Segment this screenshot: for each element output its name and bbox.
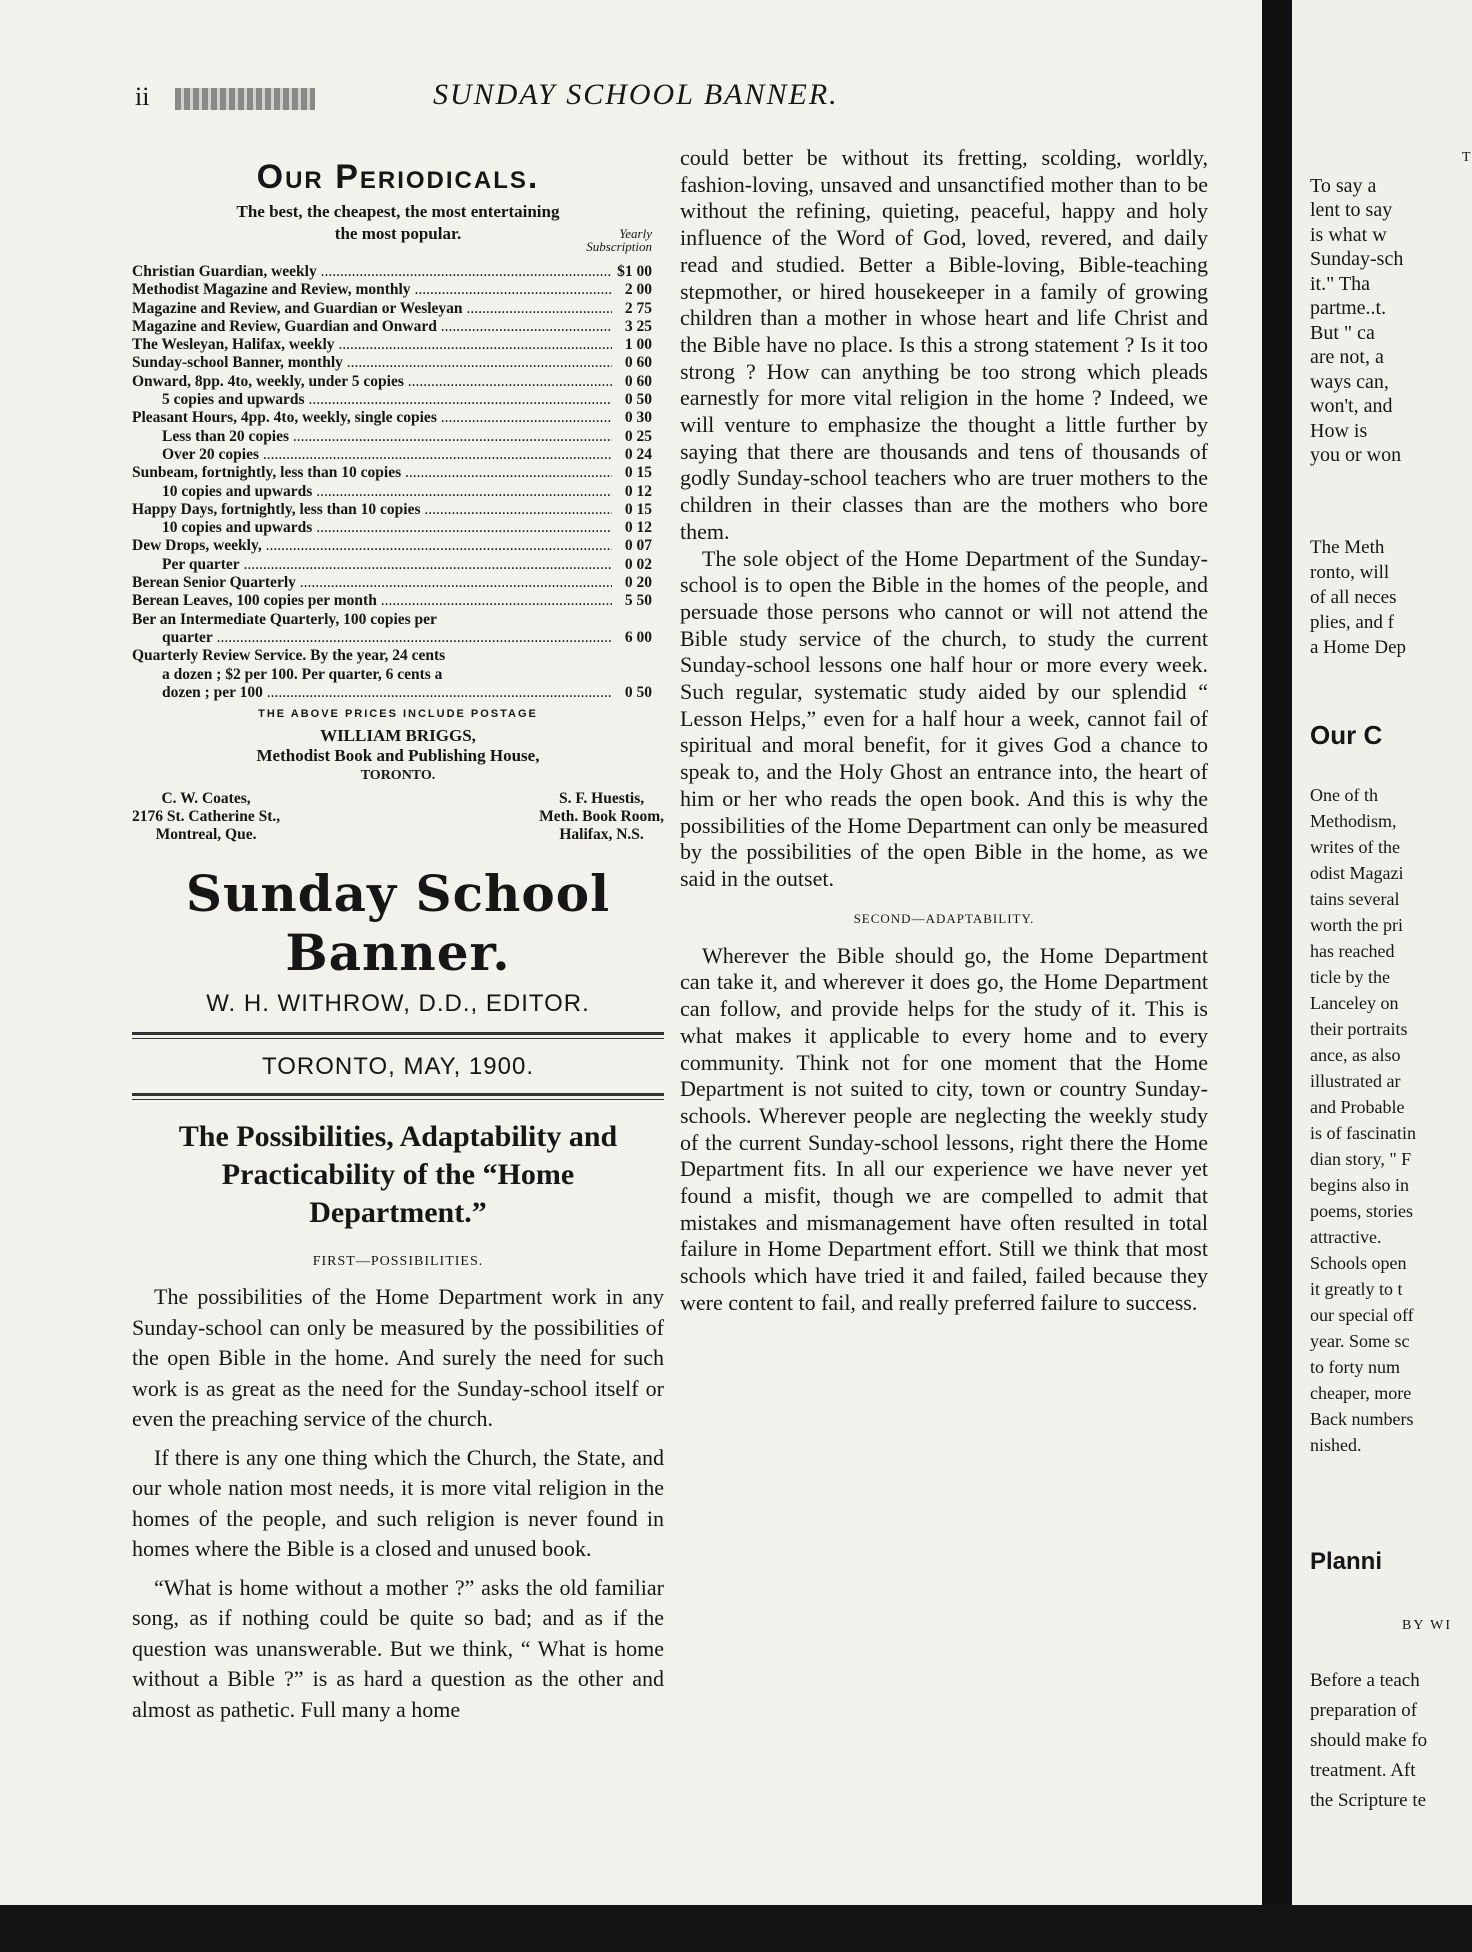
paragraph: The possibilities of the Home Department work in any Sunday-school can only be measured by the possibilities of the open Bible in the home. And surely the need for such work is as great as the need for the Sunday-school itself or even the preaching service of the church. (132, 1284, 664, 1432)
periodical-name: Sunbeam, fortnightly, less than 10 copies ..... (132, 464, 612, 482)
right-page-line: and Probable (1310, 1097, 1405, 1117)
periodical-name: Ber an Intermediate Quarterly, 100 copies per (132, 610, 437, 628)
agent-left-name: C. W. Coates, (161, 790, 251, 808)
publisher-house: Methodist Book and Publishing House, (256, 746, 540, 766)
right-page-line: our special off (1310, 1305, 1414, 1325)
periodical-price: 0 15 (624, 464, 652, 482)
right-page-line: of all neces (1310, 587, 1397, 608)
paragraph: could better be without its fretting, scolding, worldly, fashion-loving, unsaved and unsanctified mother than to be without the refining, quieting, peaceful, happy and holy influence of the Word of God, loved, revered, and daily read and studied. Better a Bible-loving, Bible-teaching stepmother, or hired housekeeper in a family of growing children than a mother in whose heart and life Christ and the Bible have no place. Is this a strong statement ? Is it too strong ? How can anything be too strong which pleads earnestly for more vital religion in the home ? Indeed, we will venture to emphasize the thought a little further by saying that there are thousands and tens of thousands of godly Sunday-school teachers who are truer mothers to the children in their classes than are the mothers who bore them. (680, 145, 1208, 544)
periodical-price: 3 25 (624, 317, 652, 335)
price-row (132, 464, 664, 482)
price-row (132, 556, 664, 574)
right-page-line: it greatly to t (1310, 1279, 1403, 1299)
right-page-line: To say a (1310, 174, 1377, 197)
periodical-name: The Wesleyan, Halifax, weekly ..... (132, 336, 612, 354)
agent-left-city: Montreal, Que. (155, 826, 257, 844)
right-page-line: tains several (1310, 889, 1400, 909)
periodical-price: 0 12 (624, 519, 652, 537)
periodical-name: Christian Guardian, weekly ..... (132, 263, 612, 281)
agent-halifax (539, 790, 664, 844)
periodical-price: 0 24 (624, 445, 652, 463)
right-page-line: nished. (1310, 1435, 1362, 1455)
price-row (132, 318, 664, 336)
periodical-price: 2 75 (624, 299, 652, 317)
article-title-line-1: The Possibilities, Adaptability and (178, 1120, 618, 1154)
periodical-name: Onward, 8pp. 4to, weekly, under 5 copies ..... (132, 373, 612, 391)
blurred-mark (175, 88, 315, 110)
periodicals-tagline-2: the most popular. (334, 224, 462, 243)
periodical-price: 1 00 (624, 336, 652, 354)
right-page-line: won't, and (1310, 395, 1393, 417)
dateline: TORONTO, MAY, 1900. (262, 1053, 534, 1081)
periodical-price: 0 07 (624, 537, 652, 555)
right-page-line: treatment. Aft (1310, 1760, 1416, 1781)
right-page-line: partme..t. (1310, 297, 1387, 319)
book-gutter (1262, 0, 1292, 1952)
periodical-price: 0 60 (624, 354, 652, 372)
postage-note: THE ABOVE PRICES INCLUDE POSTAGE (258, 708, 538, 721)
periodical-price: 0 25 (624, 427, 652, 445)
right-page-line: But " ca (1310, 321, 1375, 344)
right-page-line: it." Tha (1310, 272, 1371, 295)
right-heading-1: Our C (1310, 720, 1383, 750)
right-page-line: poems, stories (1310, 1201, 1413, 1221)
right-page-line: has reached (1310, 941, 1395, 961)
periodical-price: 0 30 (624, 409, 652, 427)
periodical-name: Quarterly Review Service. By the year, 24 cents (132, 647, 446, 665)
scan-bottom-edge (0, 1905, 1472, 1952)
periodical-price: 0 12 (624, 482, 652, 500)
price-row (132, 574, 664, 592)
periodical-price (612, 647, 664, 665)
price-row (132, 611, 664, 629)
agent-right-city: Halifax, N.S. (559, 826, 644, 844)
periodical-price: 0 15 (624, 500, 652, 518)
price-row (132, 446, 664, 464)
price-list (132, 263, 664, 702)
price-row (132, 409, 664, 427)
right-page-line: worth the pri (1310, 915, 1403, 935)
agents-block (132, 790, 664, 844)
periodical-name: Per quarter ..... (132, 556, 612, 574)
periodical-name: Happy Days, fortnightly, less than 10 copies ..... (132, 501, 612, 519)
right-page-line: T (1462, 150, 1471, 165)
paragraph: “What is home without a mother ?” asks the old familiar song, as if nothing could be quite so bad; and as if the question was unanswerable. But we think, “ What is home without a Bible ?” is as hard a question as the other and almost as pathetic. Full many a home (132, 1574, 664, 1722)
periodical-name: Sunday-school Banner, monthly ..... (132, 354, 612, 372)
middle-column (680, 145, 1208, 1317)
price-row (132, 519, 664, 537)
paragraph: The sole object of the Home Department of the Sunday-school is to open the Bible in the homes of the people, and persuade those persons who cannot or will not attend the Bible study service of the church, to study the current Sunday-school lessons one half hour or more every week. Such regular, systematic study aided by our splendid “ Lesson Helps,” even for a half hour a week, cannot fail of spiritual and moral benefit, for it gives God a chance to speak to, and the Holy Ghost an entrance into, the heart of him or her who reads the open book. And this is why the possibilities of the Home Department can only be measured by the possibilities of the open Bible in the home, as we said in the outset. (680, 545, 1208, 891)
periodical-name: 10 copies and upwards ..... (132, 483, 612, 501)
agent-montreal (132, 790, 280, 844)
editor-line: W. H. WITHROW, D.D., EDITOR. (206, 990, 590, 1018)
periodical-price: 0 50 (624, 391, 652, 409)
periodical-price: 6 00 (624, 628, 652, 646)
right-page-line: is what w (1310, 223, 1387, 246)
right-page-line: plies, and f (1310, 612, 1394, 633)
price-row (132, 483, 664, 501)
price-row (132, 592, 664, 610)
periodical-name: Dew Drops, weekly, ..... (132, 537, 612, 555)
periodical-price: 0 50 (624, 683, 652, 701)
page-number: ii (135, 82, 150, 111)
masthead-rule-top (132, 1032, 664, 1039)
right-page-line: you or won (1310, 444, 1402, 466)
right-page-line: odist Magazi (1310, 863, 1404, 883)
right-page-line: Sunday-sch (1310, 248, 1404, 270)
right-page-line: preparation of (1310, 1700, 1418, 1721)
subhead-adaptability: SECOND—ADAPTABILITY. (853, 910, 1035, 926)
periodical-name: Magazine and Review, Guardian and Onward ..... (132, 318, 612, 336)
right-page-line: cheaper, more (1310, 1383, 1412, 1403)
price-row (132, 391, 664, 409)
price-row (132, 281, 664, 299)
subhead-possibilities: FIRST—POSSIBILITIES. (312, 1254, 484, 1270)
price-row (132, 647, 664, 665)
periodical-price: $1 00 (617, 263, 652, 280)
agent-left-address: 2176 St. Catherine St., (132, 808, 281, 826)
price-row (132, 666, 664, 684)
right-page-line: Before a teach (1310, 1670, 1420, 1691)
masthead-title: Sunday School Banner. (185, 864, 611, 983)
right-page-line: Back numbers (1310, 1409, 1414, 1429)
periodical-name: Berean Leaves, 100 copies per month ..... (132, 592, 612, 610)
periodical-name: Pleasant Hours, 4pp. 4to, weekly, single copies ..... (132, 409, 612, 427)
right-byline: BY WI (1402, 1618, 1453, 1633)
periodical-name: Methodist Magazine and Review, monthly ..... (132, 281, 612, 299)
periodical-name: Over 20 copies ..... (132, 446, 612, 464)
price-row (132, 300, 664, 318)
periodicals-tagline-1: The best, the cheapest, the most entertaining (236, 202, 560, 221)
right-page-line: begins also in (1310, 1175, 1409, 1195)
right-page-line: ronto, will (1310, 562, 1390, 583)
price-row (132, 373, 664, 391)
agent-right-address: Meth. Book Room, (539, 808, 664, 826)
price-row (132, 428, 664, 446)
price-row (132, 336, 664, 354)
right-page-line: the Scripture te (1310, 1790, 1427, 1811)
price-row (132, 684, 664, 702)
paragraph: Wherever the Bible should go, the Home Department can take it, and wherever it does go, the Home Department can follow, and provide helps for the study of it. This is what makes it applicable to every home and to every community. Think not for one moment that the Home Department is not suited to city, town or country Sunday-schools. Wherever people are neglecting the weekly study of the current Sunday-school lessons, right there the Home Department fits. In all our experience we have never yet found a misfit, though we are compelled to admit that mistakes and mismanagement have often resulted in total failure in Home Department effort. Still we think that most schools which have tried it and failed, failed because they were content to fail, and really preferred failure to success. (680, 942, 1208, 1315)
running-title: SUNDAY SCHOOL BANNER. (433, 78, 839, 111)
periodical-price: 0 20 (624, 574, 652, 592)
right-page-line: ance, as also (1310, 1045, 1401, 1065)
periodical-name: Magazine and Review, and Guardian or Wesleyan ..... (132, 300, 612, 318)
paragraph: If there is any one thing which the Church, the State, and our whole nation most needs, it is more vital religion in the homes of the people, and such religion is never found in homes where the Bible is a closed and unused book. (132, 1444, 664, 1562)
article-title (132, 1118, 664, 1232)
left-column (132, 150, 664, 1725)
periodical-name: Less than 20 copies ..... (132, 428, 612, 446)
periodical-name: Berean Senior Quarterly ..... (132, 574, 612, 592)
periodical-price (612, 666, 664, 684)
periodical-name: 10 copies and upwards ..... (132, 519, 612, 537)
periodical-name: quarter ..... (132, 629, 612, 647)
periodical-price: 2 00 (624, 281, 652, 299)
price-row (132, 501, 664, 519)
right-page-line: should make fo (1310, 1730, 1428, 1751)
right-page-line: How is (1310, 419, 1368, 442)
publisher-city: TORONTO. (360, 768, 436, 784)
right-page-line: illustrated ar (1310, 1071, 1401, 1091)
periodical-price (612, 611, 664, 629)
price-row (132, 537, 664, 555)
article-title-line-2: Practicability of the “Home (221, 1158, 575, 1192)
periodical-name: dozen ; per 100 ..... (132, 684, 612, 702)
publisher-block (132, 726, 664, 786)
right-page-line: ticle by the (1310, 967, 1390, 987)
right-page-fragment (1292, 0, 1472, 1952)
right-page-line: Methodism, (1310, 811, 1397, 831)
right-page-line: attractive. (1310, 1227, 1382, 1247)
right-page-line: ways can, (1310, 370, 1389, 393)
right-page-line: Lanceley on (1310, 993, 1399, 1013)
price-row (132, 263, 664, 281)
right-page-line: to forty num (1310, 1357, 1400, 1377)
price-row (132, 354, 664, 372)
right-page-line: lent to say (1310, 199, 1393, 221)
right-page-line: dian story, " F (1310, 1149, 1412, 1169)
right-page-line: year. Some sc (1310, 1331, 1410, 1351)
yearly-label: Yearly (619, 226, 652, 241)
running-head (135, 78, 1135, 118)
agent-right-name: S. F. Huestis, (559, 790, 645, 808)
right-page-line: The Meth (1310, 537, 1385, 558)
periodical-price: 0 02 (624, 555, 652, 573)
right-page-line: their portraits (1310, 1019, 1408, 1039)
periodical-price: 0 60 (624, 372, 652, 390)
right-page-line: Schools open (1310, 1253, 1407, 1273)
periodical-name: 5 copies and upwards ..... (132, 391, 612, 409)
price-row (132, 629, 664, 647)
right-page-line: are not, a (1310, 346, 1384, 368)
right-heading-2: Planni (1310, 1548, 1383, 1575)
right-page-line: a Home Dep (1310, 637, 1407, 658)
periodical-name: a dozen ; $2 per 100. Per quarter, 6 cents a (162, 665, 443, 683)
publisher-name: WILLIAM BRIGGS, (320, 726, 476, 746)
periodicals-title: Our Periodicals. (256, 158, 540, 196)
periodical-price: 5 50 (624, 592, 652, 610)
right-page-line: writes of the (1310, 837, 1400, 857)
right-page-line: One of th (1310, 785, 1378, 805)
right-page-line: is of fascinatin (1310, 1123, 1416, 1143)
article-title-line-3: Department.” (309, 1196, 487, 1230)
masthead-rule-bottom (132, 1093, 664, 1100)
subscription-label: Subscription (586, 239, 652, 254)
